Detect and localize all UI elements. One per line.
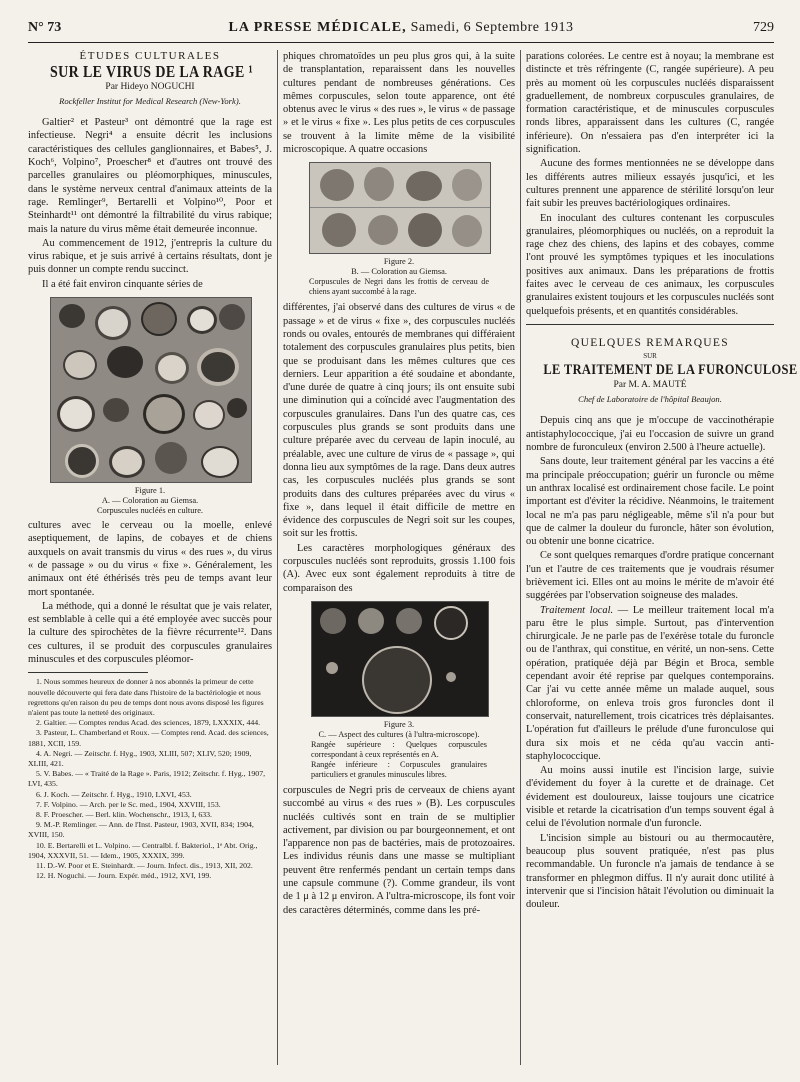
- footnote: 9. M.-P. Remlinger. — Ann. de l'Inst. Pasteur, 1903, XVII, 834; 1904, XVIII, 150.: [28, 820, 254, 840]
- column-2: [283, 50, 515, 918]
- article-byline: Par M. A. MAUTÉ: [613, 379, 687, 390]
- issue-date: Samedi, 6 Septembre 1913: [410, 20, 574, 35]
- figure-caption: B. — Coloration au Giemsa.: [351, 267, 447, 277]
- paragraph: Les caractères morphologiques généraux des corpuscules nucléés sont reproduits, grossis 1.100 fois (A). Avec eux sont également reproduits à titre de comparaison des: [283, 542, 515, 594]
- column-1: [28, 50, 272, 881]
- footnote: 6. J. Koch. — Zeitschr. f. Hyg., 1910, LXVI, 453.: [36, 789, 192, 799]
- footnote: 8. F. Proescher. — Berl. klin. Wochenschr., 1913, I, 633.: [36, 809, 212, 819]
- figure-1: [50, 297, 250, 516]
- paragraph: phiques chromatoïdes un peu plus gros qui, à la suite de transplantation, reparaissent dans les nouvelles cultures pendant de nombreuses générations. Ces mêmes corpuscules, selon toute apparence, ont été obtenus avec le virus « des rues », le virus « de passage » et le virus « fixe ». Les plus petits de ces corpuscules se trouvent à la limite même de la visibilité microscopique. A quatre occasions: [283, 51, 515, 156]
- article-kicker: ÉTUDES CULTURALES: [79, 50, 221, 62]
- paragraph: Il a été fait environ cinquante séries de: [42, 278, 203, 290]
- article-byline: Par Hideyo NOGUCHI: [105, 81, 195, 92]
- page-number: 729: [753, 20, 774, 35]
- article-title: SUR LE VIRUS DE LA RAGE ¹: [49, 62, 254, 82]
- paragraph: L'incision simple au bistouri ou au thermocautère, beaucoup plus souvent pratiquée, n'est pas plus recommandable. Un furoncle n'a jamais de tendance à se transformer en phlegmon diffus. Il n'y aurait donc utilité à intervenir que si l'incision hâtait l'évolution ou diminuait la douleur.: [526, 832, 774, 911]
- footnote: 7. F. Volpino. — Arch. per le Sc. med., 1904, XXVIII, 153.: [36, 799, 221, 809]
- paragraph: La méthode, qui a donné le résultat que je vais relater, est semblable à celle qui a été employée avec succès pour la culture des spirochètes de la fièvre récurrente¹². Dans ces cultures, il se produit des corpuscules granulaires minuscules et des corpuscules pléomor-: [28, 600, 272, 666]
- figure-caption: A. — Coloration au Giemsa.: [101, 496, 199, 506]
- footnote: 1. Nous sommes heureux de donner à nos abonnés la primeur de cette nouvelle découverte qui fera date dans l'histoire de la bactériologie et nous regrettons qu'en raison du peu de temps dont nous avons disposé les figures n'aient pas toute la netteté des originaux.: [28, 677, 264, 717]
- running-header: [28, 18, 774, 42]
- figure-label: Figure 1.: [134, 486, 166, 496]
- article-affiliation: Rockfeller Institut for Medical Research (New-York).: [59, 95, 241, 106]
- paragraph: cultures avec le cerveau ou la moelle, enlevé aseptiquement, de lapins, de cobayes et de chiens auxquels on avait transmis du virus « des rues », du virus « de passage » ou du virus « fixe ». Généralement, les animaux ont été éthérisés très peu de temps avant leur mort spontanée.: [28, 520, 272, 598]
- paragraph: Traitement local. — Le meilleur traitement local m'a paru être le plus simple. Surtout, pas d'intervention chirurgicale. Je ne parle pas de l'exérèse totale du furoncle ou de l'anthrax, qui constitue, en vérité, un non-sens. Cette opération, pratiquée déjà par Bégin et Broca, semble cependant avoir été reprise par quelques contemporains. Car j'ai vu cette année même un malade auquel, sous chloroforme, on enleva trois gros furoncles dont il conservait, naturellement, trois cicatrices très déplaisantes. L'opération fut d'ailleurs le prélude d'une furonculose qui dura six mois et ne céda qu'au vaccin anti-staphylococcique.: [526, 604, 775, 762]
- paragraph: En inoculant des cultures contenant les corpuscules granulaires, pléomorphiques ou nucléés, on a reproduit la rage chez des chiens, des lapins et des cobayes, comme l'ont prouvé les symptômes typiques et les inoculations positives aux animaux. Dans les préparations de frottis faites avec le cerveau de ces animaux, les corpuscules granulaires existent toujours et les corpuscules nucléés sont quelquefois présents, et en quantités considérables.: [526, 212, 774, 317]
- journal-title: LA PRESSE MÉDICALE, Samedi, 6 Septembre 1913: [228, 20, 574, 35]
- paragraph: parations colorées. Le centre est à noyau; la membrane est distincte et très réfringente (C, rangée supérieure). A peu près au moment où les corpuscules nucléés disparaissent graduellement, de nombreux corpuscules granulaires, de formation caractéristique, et de minuscules corpuscules ronds libres, apparaissent dans les cultures (C, rangée inférieure). On n'essaiera pas d'en interpréter ici la signification.: [526, 51, 774, 156]
- footnote: 2. Galtier. — Comptes rendus Acad. des sciences, 1879, LXXXIX, 444.: [36, 718, 261, 728]
- footnote: 10. E. Bertarelli et L. Volpino. — Centralbl. f. Bakteriol., 1ᵉ Abt. Orig., 1904, XXXVII, 51. — Idem., 1905, XXXIX, 399.: [28, 840, 258, 860]
- article-affiliation: Chef de Laboratoire de l'hôpital Beaujon.: [578, 394, 722, 405]
- article-kicker-sur: SUR: [643, 352, 657, 361]
- footnote-rule: [28, 672, 148, 673]
- column-3: [526, 50, 798, 912]
- footnote: 5. V. Babes. — « Traité de la Rage ». Paris, 1912; Zeitschr. f. Hyg., 1907, LVI, 435.: [28, 769, 266, 789]
- footnote: 12. H. Noguchi. — Journ. Expér. méd., 1912, XVI, 199.: [36, 871, 212, 881]
- footnotes: [28, 677, 272, 881]
- figure-caption: Corpuscules de Negri dans les frottis de cerveau de chiens ayant succombé à la rage.: [309, 277, 489, 297]
- paragraph: Sans doute, leur traitement général par les vaccins a été ma principale préoccupation; guérir un furoncle ou même un anthrax localisé est ordinairement chose facile. Le point important est d'éviter la récidive. Néanmoins, le traitement local ne m'a pas paru négligeable, même s'il n'a pour but que de calmer la douleur du furoncle, hâter son évolution, ou obtenir une bonne cicatrice.: [526, 456, 774, 548]
- issue-number: N° 73: [28, 20, 62, 35]
- paragraph: Au moins aussi inutile est l'incision large, suivie d'évidement du foyer à la curette et de drainage. Cet évidement est douloureux, laisse toujours une cicatrice visible et retarde la cicatrisation d'un temps souvent égal à celui de l'évolution normale d'un furoncle.: [526, 765, 774, 830]
- micrograph-plate-b: [309, 162, 491, 254]
- ultramicroscope-plate: [311, 601, 489, 717]
- figure-caption: Corpuscules nucléés en culture.: [96, 506, 204, 516]
- figure-label: Figure 2.: [383, 257, 415, 267]
- paragraph: Au commencement de 1912, j'entrepris la culture du virus rabique, et je suis arrivé à certains résultats, dont je puis donner un compte rendu succinct.: [28, 237, 272, 276]
- footnote: 11. D.-W. Poor et E. Steinhardt. — Journ. Infect. dis., 1913, XII, 202.: [36, 860, 253, 870]
- paragraph: corpuscules de Negri pris de cerveaux de chiens ayant succombé au virus « des rues » (B). Les corpuscules nucléés cultivés sont en train de se multiplier activement, par division ou par bourgeonnement, et ont l'apparence non pas de bactéries, mais de protozoaires. Les individus réunis dans une masse se multipliant peuvent être renfermés pendant un certain temps dans une capsule commune (?). Comme grandeur, ils vont de 1 μ à 12 μ environ. A l'ultra-microscope, ils font voir des caractères déterminés, comme dans les pré-: [283, 784, 515, 916]
- footnote: 4. A. Negri. — Zeitschr. f. Hyg., 1903, XLIII, 507; XLIV, 520; 1909, XLIII, 421.: [28, 748, 252, 768]
- article-separator: [526, 324, 774, 325]
- figure-caption: C. — Aspect des cultures (à l'ultra-microscope).: [318, 729, 480, 739]
- micrograph-plate-a: [50, 297, 252, 483]
- paragraph: Ce sont quelques remarques d'ordre pratique concernant l'un et l'autre de ces traitements que je voudrais résumer brièvement ici. Elles ont au moins le mérite de m'avoir été suggérées par l'observation soigneuse des malades.: [526, 550, 774, 602]
- section-heading: Traitement local.: [540, 604, 614, 616]
- article-title: LE TRAITEMENT DE LA FURONCULOSE: [543, 361, 798, 378]
- paragraph: Depuis cinq ans que je m'occupe de vaccinothérapie antistaphylococcique, j'ai eu l'occasion de suivre un grand nombre de furonculeux (environ 2.500 à l'heure actuelle).: [526, 415, 774, 454]
- header-rule: [28, 42, 774, 43]
- figure-label: Figure 3.: [383, 719, 415, 729]
- figure-3: [311, 601, 487, 780]
- article-kicker: QUELQUES REMARQUES: [571, 336, 729, 349]
- column-divider: [520, 50, 521, 1065]
- figure-2: [309, 162, 489, 297]
- column-divider: [277, 50, 278, 1065]
- figure-caption: Rangée inférieure : Corpuscules granulaires particuliers et granules minuscules libres.: [311, 759, 487, 779]
- figure-caption: Rangée supérieure : Quelques corpuscules correspondant à ceux représentés en A.: [311, 739, 487, 759]
- paragraph: différentes, j'ai observé dans des cultures de virus « de passage » et de virus « fixe », des corpuscules nucléés ronds ou ovales, entourés de membranes qui différaient totalement des corpuscules granulaires plus petits, bien que se produisant dans les mêmes cultures que ces derniers. Leur apparition a été soudaine et abondante, d'une durée de quatre à cinq jours; ils ont ensuite subi une diminution qui a coïncidé avec l'augmentation des corpuscules granulaires. Dans l'un des quatre cas, ces corpuscules plus grands se sont produits dans une culture préparée avec du cerveau de lapin inoculé, au préalable, avec une culture de virus de « passage », qui donna lieu aux symptômes de la rage. Dans deux autres cas, les corpuscules nucléés plus grands se sont produits dans des cultures préparées avec du virus « fixe », dans lequel il était difficile de mettre en évidence des corpuscules de Negri soit sur les coupes, soit sur les frottis.: [283, 302, 515, 540]
- paragraph: Aucune des formes mentionnées ne se développe dans les différents autres milieux essayés jusqu'ici, et les cultures prennent une apparence de stérilité lorsqu'on leur fait subir les preuves bactériologiques ordinaires.: [526, 158, 774, 210]
- paragraph: Galtier² et Pasteur³ ont démontré que la rage est infectieuse. Negri⁴ a ensuite décrit les inclusions caractéristiques des cellules ganglionnaires, et Babes⁵, J. Koch⁶, Volpino⁷, Proescher⁸ et d'autres ont trouvé des parcelles granulaires ou pléomorphiques, minuscules, dans le système nerveux central d'animaux atteints de la rage. Remlinger⁹, Bertarelli et Volpino¹⁰, Poor et Steinhardt¹¹ ont démontré la filtrabilité du virus rabique; mais la nature du virus même était demeurée inconnue.: [28, 117, 272, 235]
- footnote: 3. Pasteur, L. Chamberland et Roux. — Comptes rend. Acad. des sciences, 1881, XCII, 159.: [28, 728, 269, 748]
